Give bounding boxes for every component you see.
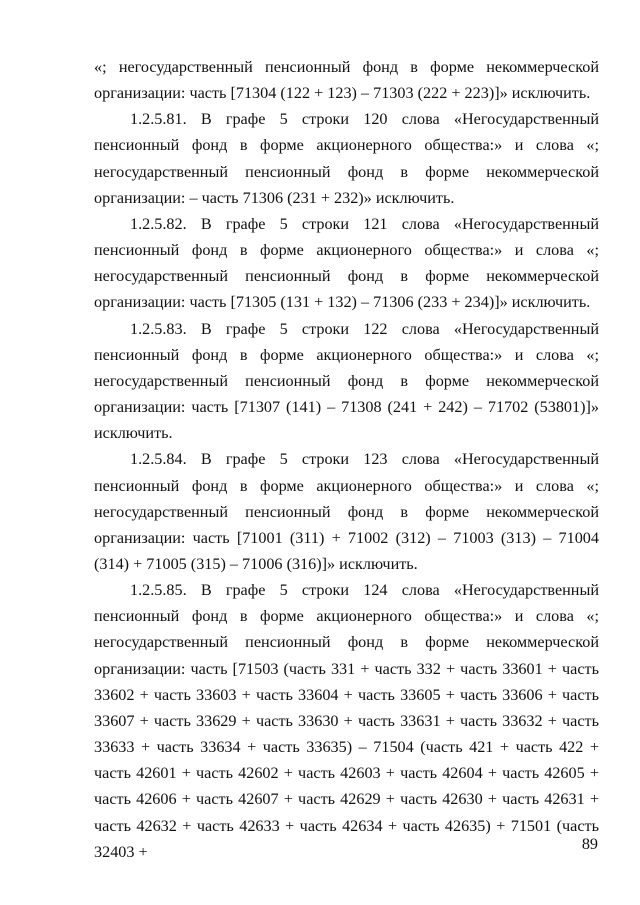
paragraph: 1.2.5.84. В графе 5 строки 123 слова «Негосударственный пенсионный фонд в форме акционерного общества:» и слова «; негосударственный пенсионный фонд в форме некоммерческой организации: часть [71001 (311) + 71002 (312) – 71003 (313) – 71004 (314) + 71005 (315) – 71006 (316)]» исключить. bbox=[94, 450, 599, 573]
paragraph: «; негосударственный пенсионный фонд в форме некоммерческой организации: часть [71304 (122 + 123) – 71303 (222 + 223)]» исключить. bbox=[94, 58, 599, 103]
page-number: 89 bbox=[581, 835, 598, 853]
paragraph: 1.2.5.83. В графе 5 строки 122 слова «Негосударственный пенсионный фонд в форме акционерного общества:» и слова «; негосударственный пенсионный фонд в форме некоммерческой организации: часть [71307 (141) – 71308 (241 + 242) – 71702 (53801)]» исключить. bbox=[94, 319, 599, 443]
paragraph: 1.2.5.81. В графе 5 строки 120 слова «Негосударственный пенсионный фонд в форме акционерного общества:» и слова «; негосударственный пенсионный фонд в форме некоммерческой организации: – часть 71306 (231 + 232)» исключить. bbox=[94, 110, 599, 207]
paragraph: 1.2.5.82. В графе 5 строки 121 слова «Негосударственный пенсионный фонд в форме акционерного общества:» и слова «; негосударственный пенсионный фонд в форме некоммерческой организации: часть [71305 (131 + 132) – 71306 (233 + 234)]» исключить. bbox=[94, 214, 599, 312]
document-body bbox=[94, 54, 599, 865]
paragraph: 1.2.5.85. В графе 5 строки 124 слова «Негосударственный пенсионный фонд в форме акционерного общества:» и слова «; негосударственный пенсионный фонд в форме некоммерческой организации: часть [71503 (часть 331 + часть 332 + часть 33601 + часть 33602 + часть 33603 + часть 33604 + часть 33605 + часть 33606 + часть 33607 + часть 33629 + часть 33630 + часть 33631 + часть 33632 + часть 33633 + часть 33634 + часть 33635) – 71504 (часть 421 + часть 422 + часть 42601 + часть 42602 + часть 42603 + часть 42604 + часть 42605 + часть 42606 + часть 42607 + часть 42629 + часть 42630 + часть 42631 + часть 42632 + часть 42633 + часть 42634 + часть 42635) + 71501 (часть 32403 + bbox=[94, 581, 599, 861]
